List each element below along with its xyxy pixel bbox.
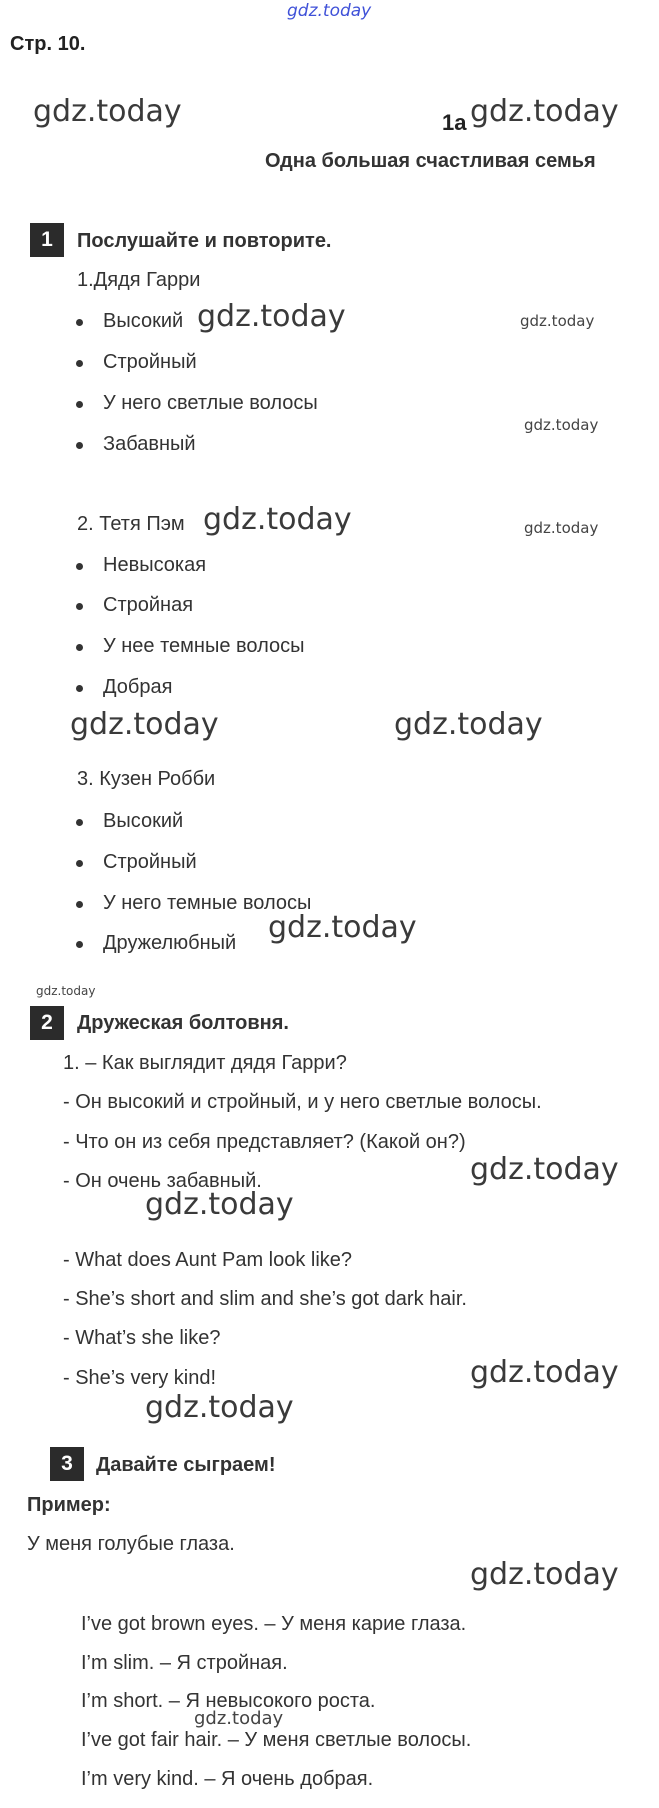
watermark: gdz.today — [203, 502, 352, 537]
list-item: Высокий — [103, 310, 184, 332]
dialog-line: 1. – Как выглядит дядя Гарри? — [63, 1052, 347, 1074]
watermark: gdz.today — [470, 1355, 619, 1390]
unit-title: Одна большая счастливая семья — [265, 150, 596, 172]
list-item: Добрая — [103, 676, 173, 698]
task-number-badge: 3 — [50, 1447, 84, 1481]
watermark: gdz.today — [470, 94, 619, 129]
task-number-badge: 2 — [30, 1006, 64, 1040]
list-item: У него темные волосы — [103, 892, 312, 914]
task-title: Послушайте и повторите. — [77, 230, 332, 252]
watermark: gdz.today — [524, 519, 599, 537]
dialog-line: - Что он из себя представляет? (Какой он?) — [63, 1131, 466, 1153]
dialog-line: - What’s she like? — [63, 1327, 221, 1349]
dialog-line: - Он очень забавный. — [63, 1170, 262, 1192]
dialog-line: - She’s very kind! — [63, 1367, 217, 1389]
watermark: gdz.today — [520, 312, 595, 330]
watermark-top: gdz.today — [287, 1, 372, 21]
watermark: gdz.today — [524, 416, 599, 434]
example-text: У меня голубые глаза. — [27, 1533, 235, 1555]
dialog-line: - She’s short and slim and she’s got dark hair. — [63, 1288, 467, 1310]
answer-line: I’ve got brown eyes. – У меня карие глаза. — [81, 1613, 467, 1635]
answer-line: I’m short. – Я невысокого роста. — [81, 1690, 376, 1712]
dialog-line: - What does Aunt Pam look like? — [63, 1249, 353, 1271]
list-item: Стройная — [103, 594, 194, 616]
task-number-badge: 1 — [30, 223, 64, 257]
watermark: gdz.today — [470, 1152, 619, 1187]
list-item: Невысокая — [103, 554, 207, 576]
group-heading: 2. Тетя Пэм — [77, 513, 185, 535]
watermark: gdz.today — [70, 707, 219, 742]
watermark: gdz.today — [145, 1390, 294, 1425]
watermark: gdz.today — [470, 1557, 619, 1592]
answer-line: I’m slim. – Я стройная. — [81, 1652, 288, 1674]
answer-line: I’m very kind. – Я очень добрая. — [81, 1768, 374, 1790]
list-item: Высокий — [103, 810, 184, 832]
watermark: gdz.today — [36, 984, 96, 998]
watermark: gdz.today — [33, 94, 182, 129]
list-item: Дружелюбный — [103, 932, 237, 954]
example-label: Пример: — [27, 1494, 111, 1516]
watermark: gdz.today — [194, 1708, 284, 1729]
watermark: gdz.today — [145, 1187, 294, 1222]
task-title: Давайте сыграем! — [96, 1454, 276, 1476]
unit-number: 1a — [442, 110, 467, 135]
list-item: У нее темные волосы — [103, 635, 305, 657]
list-item: Стройный — [103, 351, 197, 373]
answer-line: I’ve got fair hair. – У меня светлые волосы. — [81, 1729, 472, 1751]
watermark: gdz.today — [268, 910, 417, 945]
list-item: Забавный — [103, 433, 196, 455]
task-title: Дружеская болтовня. — [77, 1012, 289, 1034]
watermark: gdz.today — [394, 707, 543, 742]
watermark: gdz.today — [197, 299, 346, 334]
dialog-line: - Он высокий и стройный, и у него светлые волосы. — [63, 1091, 542, 1113]
group-heading: 3. Кузен Робби — [77, 768, 216, 790]
page-label: Стр. 10. — [10, 33, 86, 55]
group-heading: 1.Дядя Гарри — [77, 269, 201, 291]
list-item: Стройный — [103, 851, 197, 873]
list-item: У него светлые волосы — [103, 392, 318, 414]
